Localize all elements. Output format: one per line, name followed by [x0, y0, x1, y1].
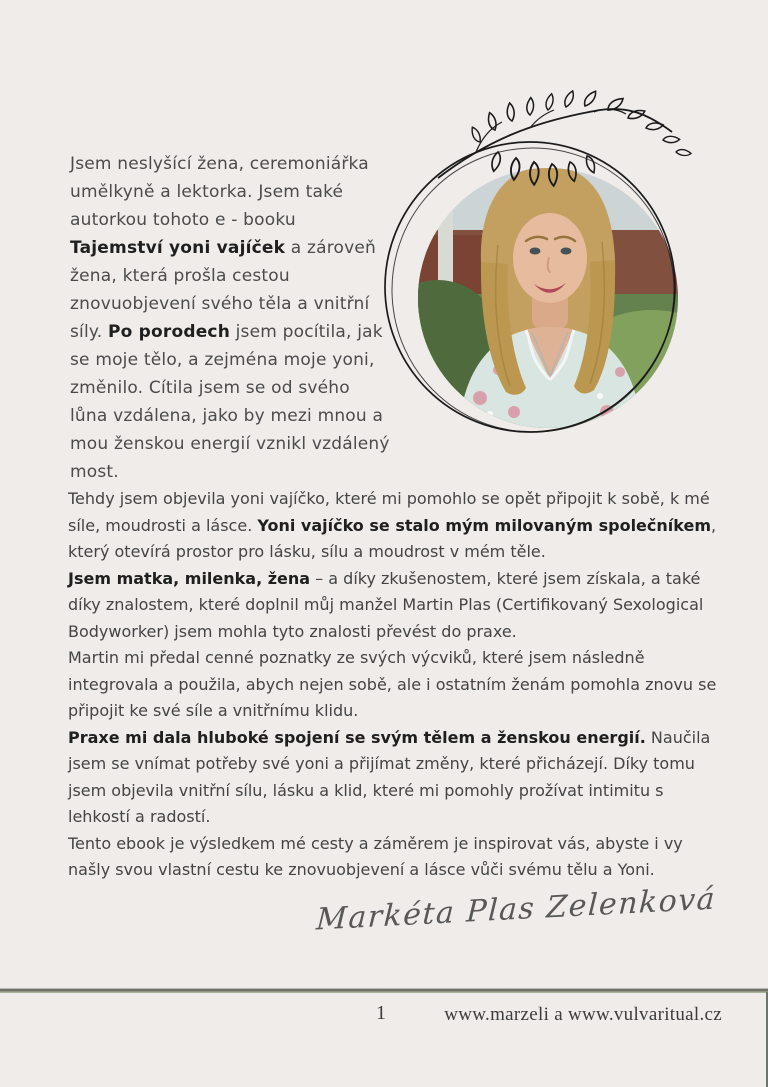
author-photo: [380, 160, 710, 448]
footer-links[interactable]: www.marzeli a www.vulvaritual.cz: [444, 1004, 722, 1025]
footer-content: [0, 993, 768, 1053]
paragraph-ebook-purpose: Tento ebook je výsledkem mé cesty a záměrem je inspirovat vás, abyste i vy našly svou vlastní cestu ke znovuobjevení a lásce vůči svému tělu a Yoni.: [68, 833, 683, 879]
paragraph-yoni-egg: Tehdy jsem objevila yoni vajíčko, které mi pomohlo se opět připojit k sobě, k mé síle, moudrosti a lásce. Yoni vajíčko se stalo mým milovaným společníkem, který otevírá prostor pro lásku, sílu a moudrost v mém těle.: [68, 489, 717, 561]
page-footer: [0, 988, 768, 1053]
body-text-section: [0, 486, 768, 884]
paragraph-practice-connection: Praxe mi dala hluboké spojení se svým tělem a ženskou energií. Naučila jsem se vnímat potřeby své yoni a přijímat změny, které přicházejí. Díky tomu jsem objevila vnitřní sílu, lásku a klid, které mi pomohly prožívat intimitu s lehkostí a radostí.: [68, 727, 711, 826]
intro-section: [0, 0, 768, 486]
signature-text: Markéta Plas Zelenková: [315, 880, 717, 938]
intro-paragraph: Jsem neslyšící žena, ceremoniářka umělkyně a lektorka. Jsem také autorkou tohoto e - booku Tajemství yoni vajíček a zároveň žena, která prošla cestou znovuobjevení svého těla a vnitřní síly. Po porodech jsem pocítila, jak se moje tělo, a zejména moje yoni, změnilo. Cítila jsem se od svého lůna vzdálena, jako by mezi mnou a mou ženskou energií vznikl vzdálený most.: [70, 154, 390, 482]
signature: [0, 880, 768, 938]
author-photo-composition: [380, 80, 710, 448]
page-number: 1: [376, 1002, 386, 1024]
author-photo-illustration: [380, 80, 710, 448]
paragraph-mother-lover-woman: Jsem matka, milenka, žena – a díky zkušenostem, které jsem získala, a také díky znalostem, které doplnil můj manžel Martin Plas (Certifikovaný Sexological Bodyworker) jsem mohla tyto znalosti převést do praxe. Martin mi předal cenné poznatky ze svých výcviků, které jsem následně integrovala a použila, abych nejen sobě, ale i ostatním ženám pomohla znovu se připojit ke své síle a vnitřnímu klidu.: [68, 568, 717, 720]
